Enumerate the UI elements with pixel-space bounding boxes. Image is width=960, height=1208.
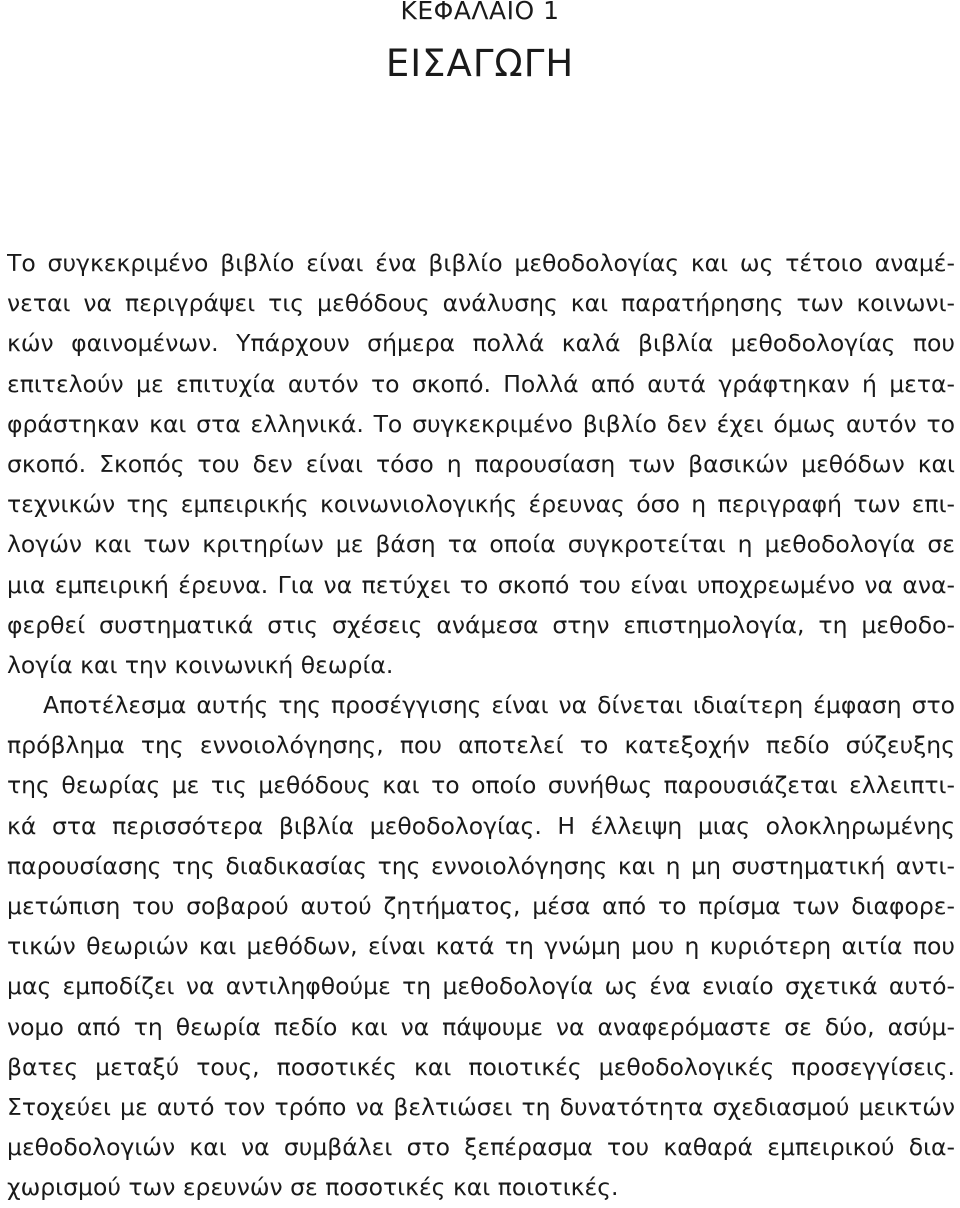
text-line: μας εμποδίζει να αντιληφθούμε τη μεθοδολογία ως ένα ενιαίο σχετικά αυτό- xyxy=(7,972,955,1001)
text-line: πρόβλημα της εννοιολόγησης, που αποτελεί το κατεξοχήν πεδίο σύζευξης xyxy=(7,731,955,760)
text-line: επιτελούν με επιτυχία αυτόν το σκοπό. Πολλά από αυτά γράφτηκαν ή μετα- xyxy=(7,369,955,398)
text-line: φράστηκαν και στα ελληνικά. Το συγκεκριμένο βιβλίο δεν έχει όμως αυτόν το xyxy=(7,409,955,438)
chapter-title: ΕΙΣΑΓΩΓΗ xyxy=(385,42,575,85)
text-line: μεθοδολογιών και να συμβάλει στο ξεπέρασμα του καθαρά εμπειρικού δια- xyxy=(7,1133,955,1162)
text-line: κών φαινομένων. Υπάρχουν σήμερα πολλά καλά βιβλία μεθοδολογίας που xyxy=(7,329,955,358)
text-line: φερθεί συστηματικά στις σχέσεις ανάμεσα στην επιστημολογία, τη μεθοδο- xyxy=(7,610,955,639)
text-line: νομο από τη θεωρία πεδίο και να πάψουμε να αναφερόμαστε σε δύο, ασύμ- xyxy=(7,1012,955,1041)
paragraph xyxy=(7,243,955,685)
text-line: βατες μεταξύ τους, ποσοτικές και ποιοτικές μεθοδολογικές προσεγγίσεις. xyxy=(7,1052,955,1081)
text-line: παρουσίασης της διαδικασίας της εννοιολόγησης και η μη συστηματική αντι- xyxy=(7,851,955,880)
chapter-label: ΚΕΦΑΛΑΙΟ 1 xyxy=(400,0,560,25)
body-text xyxy=(7,243,955,1208)
text-line: μετώπιση του σοβαρού αυτού ζητήματος, μέσα από το πρίσμα των διαφορε- xyxy=(7,892,955,920)
text-line: Το συγκεκριμένο βιβλίο είναι ένα βιβλίο μεθοδολογίας και ως τέτοιο αναμέ- xyxy=(7,249,955,277)
text-line: χωρισμού των ερευνών σε ποσοτικές και ποιοτικές. xyxy=(7,1173,619,1202)
paragraph xyxy=(7,685,955,1207)
text-line: σκοπό. Σκοπός του δεν είναι τόσο η παρουσίαση των βασικών μεθόδων και xyxy=(7,449,955,478)
text-line: μια εμπειρική έρευνα. Για να πετύχει το σκοπό του είναι υποχρεωμένο να ανα- xyxy=(7,570,955,599)
text-line: Αποτέλεσμα αυτής της προσέγγισης είναι να δίνεται ιδιαίτερη έμφαση στο xyxy=(43,691,955,720)
text-line: της θεωρίας με τις μεθόδους και το οποίο συνήθως παρουσιάζεται ελλειπτι- xyxy=(7,771,955,800)
text-line: κά στα περισσότερα βιβλία μεθοδολογίας. Η έλλειψη μιας ολοκληρωμένης xyxy=(7,811,955,840)
text-line: τεχνικών της εμπειρικής κοινωνιολογικής έρευνας όσο η περιγραφή των επι- xyxy=(7,490,955,519)
text-line: λογία και την κοινωνική θεωρία. xyxy=(7,650,394,679)
text-line: Στοχεύει με αυτό τον τρόπο να βελτιώσει τη δυνατότητα σχεδιασμού μεικτών xyxy=(7,1092,955,1121)
text-line: νεται να περιγράψει τις μεθόδους ανάλυσης και παρατήρησης των κοινωνι- xyxy=(7,289,955,318)
text-line: λογών και των κριτηρίων με βάση τα οποία συγκροτείται η μεθοδολογία σε xyxy=(7,530,955,559)
text-line: τικών θεωριών και μεθόδων, είναι κατά τη γνώμη μου η κυριότερη αιτία που xyxy=(7,932,955,961)
